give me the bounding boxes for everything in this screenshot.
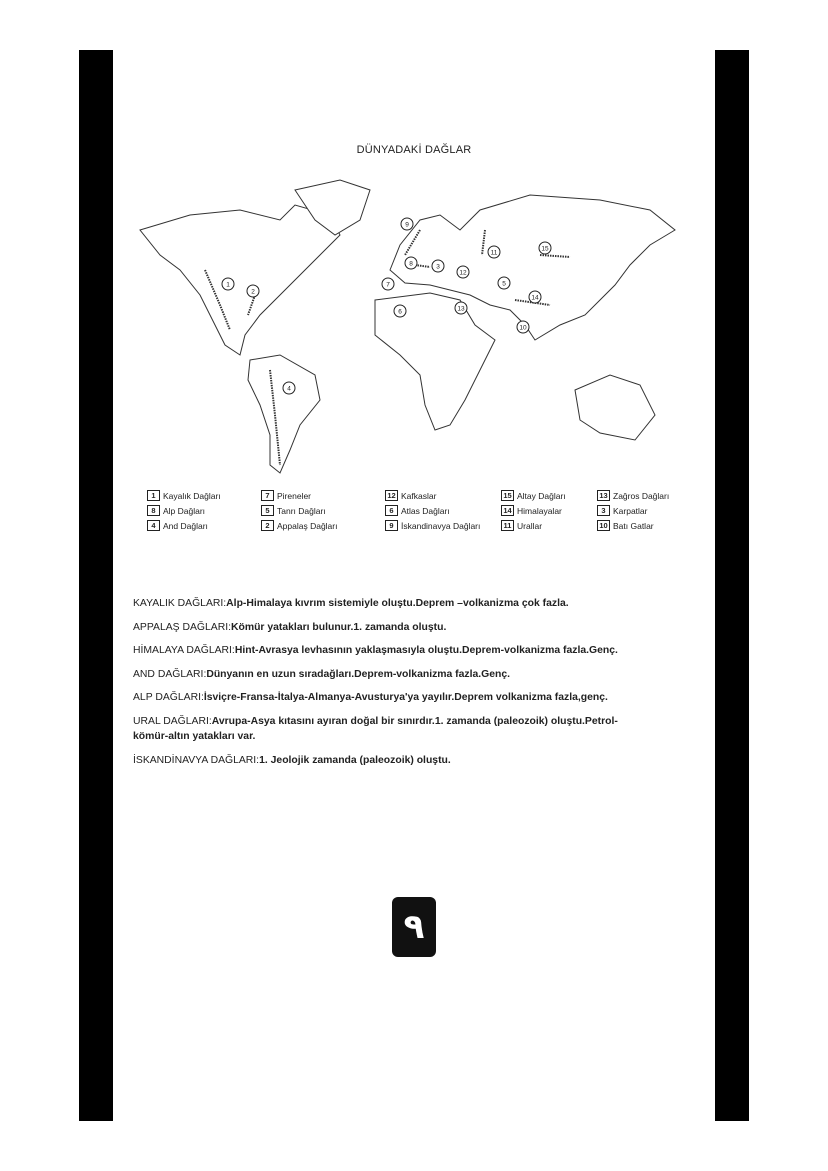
legend-item: 13 Zağros Dağları xyxy=(597,488,737,503)
marker-14 xyxy=(529,291,541,303)
legend-item: 2 Appalaş Dağları xyxy=(261,518,401,533)
paragraph: HİMALAYA DAĞLARI:Hint-Avrasya levhasının yaklaşmasıyla oluştu.Deprem-volkanizma fazla.Genç. xyxy=(133,645,618,656)
legend-item: 10 Batı Gatlar xyxy=(597,518,737,533)
marker-8 xyxy=(405,257,417,269)
svg-text:6: 6 xyxy=(398,308,402,316)
legend-item: 11 Urallar xyxy=(501,518,641,533)
marker-3 xyxy=(432,260,444,272)
marker-15 xyxy=(539,242,551,254)
mountain-descriptions xyxy=(133,596,633,776)
marker-2 xyxy=(247,285,259,297)
marker-11 xyxy=(488,246,500,258)
marker-9 xyxy=(401,218,413,230)
marker-4 xyxy=(283,382,295,394)
left-black-border xyxy=(79,50,113,1121)
legend-item: 4 And Dağları xyxy=(147,518,287,533)
svg-text:12: 12 xyxy=(459,269,467,277)
legend-item: 14 Himalayalar xyxy=(501,503,641,518)
marker-6 xyxy=(394,305,406,317)
paragraph: ALP DAĞLARI:İsviçre-Fransa-İtalya-Almanya-Avusturya'ya yayılır.Deprem volkanizma fazla,genç. xyxy=(133,692,608,703)
svg-text:10: 10 xyxy=(519,324,527,332)
legend-item: 6 Atlas Dağları xyxy=(385,503,525,518)
svg-text:3: 3 xyxy=(436,263,440,271)
marker-5 xyxy=(498,277,510,289)
right-black-border xyxy=(715,50,749,1121)
legend-item: 1 Kayalık Dağları xyxy=(147,488,287,503)
marker-12 xyxy=(457,266,469,278)
marker-10 xyxy=(517,321,529,333)
paragraph: İSKANDİNAVYA DAĞLARI:1. Jeolojik zamanda (paleozoik) oluştu. xyxy=(133,754,451,766)
legend-item: 8 Alp Dağları xyxy=(147,503,287,518)
north-america xyxy=(140,205,340,355)
paragraph: KAYALIK DAĞLARI:Alp-Himalaya kıvrım sistemiyle oluştu.Deprem –volkanizma çok fazla. xyxy=(133,598,569,609)
svg-text:11: 11 xyxy=(490,249,498,257)
paragraph: AND DAĞLARI:Dünyanın en uzun sıradağları.Deprem-volkanizma fazla.Genç. xyxy=(133,668,511,680)
legend-item: 5 Tanrı Dağları xyxy=(261,503,401,518)
legend-item: 9 İskandinavya Dağları xyxy=(385,518,525,533)
marker-13 xyxy=(455,302,467,314)
page-title: DÜNYADAKİ DAĞLAR xyxy=(356,144,472,156)
marker-1 xyxy=(222,278,234,290)
svg-text:8: 8 xyxy=(409,260,413,268)
svg-text:7: 7 xyxy=(386,281,390,289)
svg-text:1: 1 xyxy=(226,281,230,289)
africa xyxy=(375,293,495,430)
australia xyxy=(575,375,655,440)
legend-item: 7 Pireneler xyxy=(261,488,401,503)
svg-text:2: 2 xyxy=(251,288,255,296)
south-america xyxy=(248,355,320,473)
legend-item: 12 Kafkaslar xyxy=(385,488,525,503)
svg-text:13: 13 xyxy=(457,305,465,313)
marker-7 xyxy=(382,278,394,290)
svg-text:15: 15 xyxy=(541,245,549,253)
legend-column xyxy=(597,488,737,533)
svg-text:14: 14 xyxy=(531,294,539,302)
legend-column xyxy=(261,488,401,533)
legend-item: 15 Altay Dağları xyxy=(501,488,641,503)
paragraph: URAL DAĞLARI:Avrupa-Asya kıtasını ayıran doğal bir sınırdır.1. zamanda (paleozoik) oluştu.Petrol-kömür-altın yatakları var. xyxy=(133,715,618,742)
svg-text:5: 5 xyxy=(502,280,506,288)
page-number-badge: ٩ xyxy=(392,897,436,957)
legend-item: 3 Karpatlar xyxy=(597,503,737,518)
svg-text:4: 4 xyxy=(287,385,291,393)
world-map xyxy=(130,175,690,475)
paragraph: APPALAŞ DAĞLARI:Kömür yatakları bulunur.1. zamanda oluştu. xyxy=(133,621,447,633)
svg-text:9: 9 xyxy=(405,221,409,229)
